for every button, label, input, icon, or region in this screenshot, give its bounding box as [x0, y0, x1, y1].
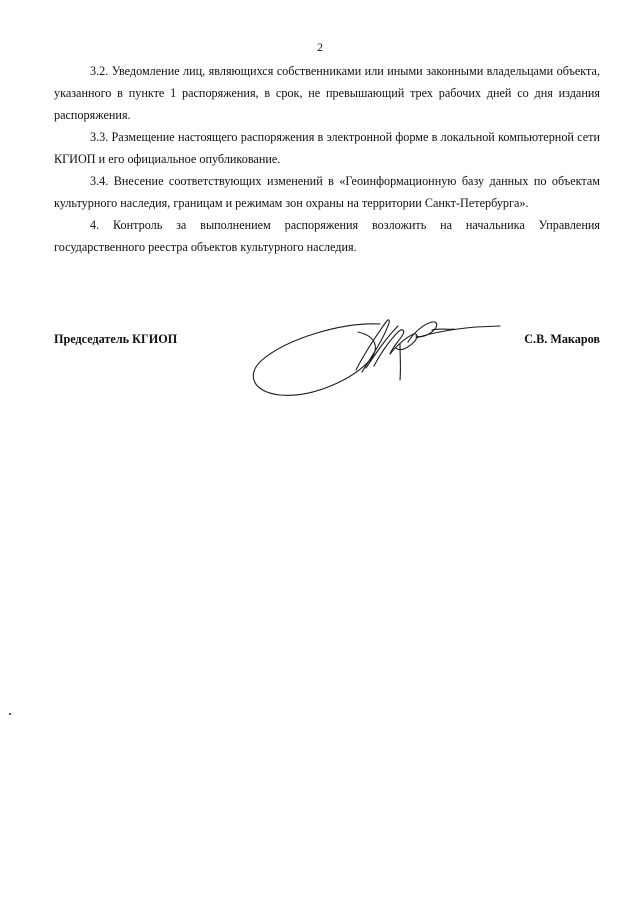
signatory-title: Председатель КГИОП: [54, 332, 178, 346]
handwritten-signature: [248, 308, 508, 406]
paragraph-3-3: 3.3. Размещение настоящего распоряжения в электронной форме в локальной компьютерной сети КГИОП и его официальное опубликование.: [54, 130, 600, 166]
scan-speck: [9, 713, 11, 715]
signatory-name: С.В. Макаров: [524, 332, 600, 346]
paragraph-3-2: 3.2. Уведомление лиц, являющихся собственниками или иными законными владельцами объекта, указанного в пункте 1 распоряжения, в срок, не превышающий трех рабочих дней со дня издания распоряжения.: [54, 64, 600, 122]
paragraph-3-4: 3.4. Внесение соответствующих изменений в «Геоинформационную базу данных по объектам культурного наследия, границам и режимам зон охраны на территории Санкт-Петербурга».: [54, 174, 600, 210]
document-body: [54, 60, 600, 258]
page-number: 2: [317, 40, 323, 54]
paragraph-4: 4. Контроль за выполнением распоряжения возложить на начальника Управления государственного реестра объектов культурного наследия.: [54, 218, 600, 254]
